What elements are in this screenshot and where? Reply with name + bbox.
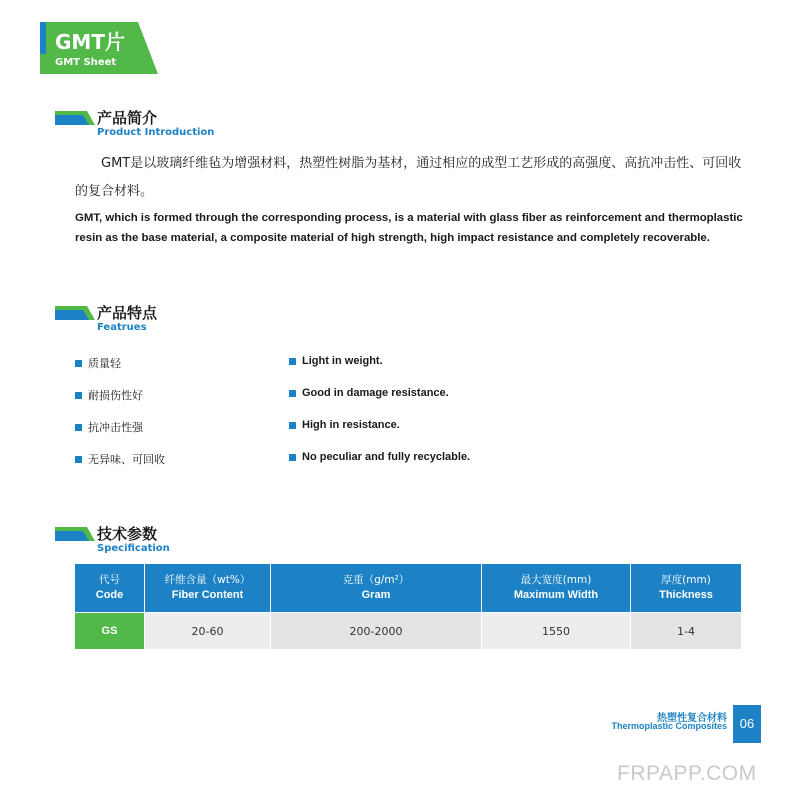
footer-category-en: Thermoplastic Composites [611,721,727,731]
feature-item-zh: 耐损伤性好 [75,387,143,403]
page-subtitle: GMT Sheet [55,57,117,68]
section-marker-icon [55,306,95,320]
specification-table [75,564,741,649]
bullet-square-icon [75,392,82,399]
section-title-en: Featrues [97,322,147,333]
feature-item-zh: 质量轻 [75,355,121,371]
bullet-square-icon [75,360,82,367]
bullet-square-icon [289,422,296,429]
section-marker-icon [55,527,95,541]
bullet-square-icon [75,456,82,463]
feature-item-en: Good in damage resistance. [289,387,449,399]
feature-item-en: High in resistance. [289,419,400,431]
intro-text-zh: GMT是以玻璃纤维毡为增强材料，热塑性树脂为基材，通过相应的成型工艺形成的高强度、高抗冲击性、可回收的复合材料。 [75,156,742,199]
section-title-en: Specification [97,543,170,554]
bullet-square-icon [289,390,296,397]
column-header-gram: 克重（g/m²） Gram [271,564,482,612]
section-title-zh: 产品特点 [97,304,158,322]
cell-fiber-content: 20-60 [145,612,271,649]
column-header-fiber-content: 纤维含量（wt%） Fiber Content [145,564,271,612]
table-header-row [75,564,741,612]
section-heading-specification [55,524,355,558]
column-header-thickness: 厚度(mm) Thickness [631,564,741,612]
feature-item-en: No peculiar and fully recyclable. [289,451,470,463]
footer-category-zh: 热塑性复合材料 [657,713,727,724]
bullet-square-icon [75,424,82,431]
bullet-square-icon [289,454,296,461]
section-title-zh: 技术参数 [97,525,158,543]
feature-item-zh: 无异味、可回收 [75,451,165,467]
section-title-en: Product Introduction [97,127,215,138]
watermark: FRPAPP.COM [617,762,757,785]
section-marker-icon [55,111,95,125]
section-heading-features [55,303,355,337]
section-title-zh: 产品简介 [97,109,158,127]
feature-item-en: Light in weight. [289,355,383,367]
column-header-maximum-width: 最大宽度(mm) Maximum Width [482,564,631,612]
table-row [75,612,741,649]
cell-gram: 200-2000 [271,612,482,649]
page-header-tag [40,22,158,74]
page-title: GMT片 [55,30,125,54]
intro-text-en: GMT, which is formed through the corresponding process, is a material with glass fiber as reinforcement and thermoplastic resin as the base material, a composite material of high strength, high impact resistance and completely recoverable. [75,212,743,244]
bullet-square-icon [289,358,296,365]
page-number: 06 [733,705,761,743]
section-heading-introduction [55,108,355,142]
column-header-code: 代号 Code [75,564,145,612]
cell-code: GS [75,612,145,649]
cell-thickness: 1-4 [631,612,741,649]
feature-item-zh: 抗冲击性强 [75,419,143,435]
cell-maximum-width: 1550 [482,612,631,649]
